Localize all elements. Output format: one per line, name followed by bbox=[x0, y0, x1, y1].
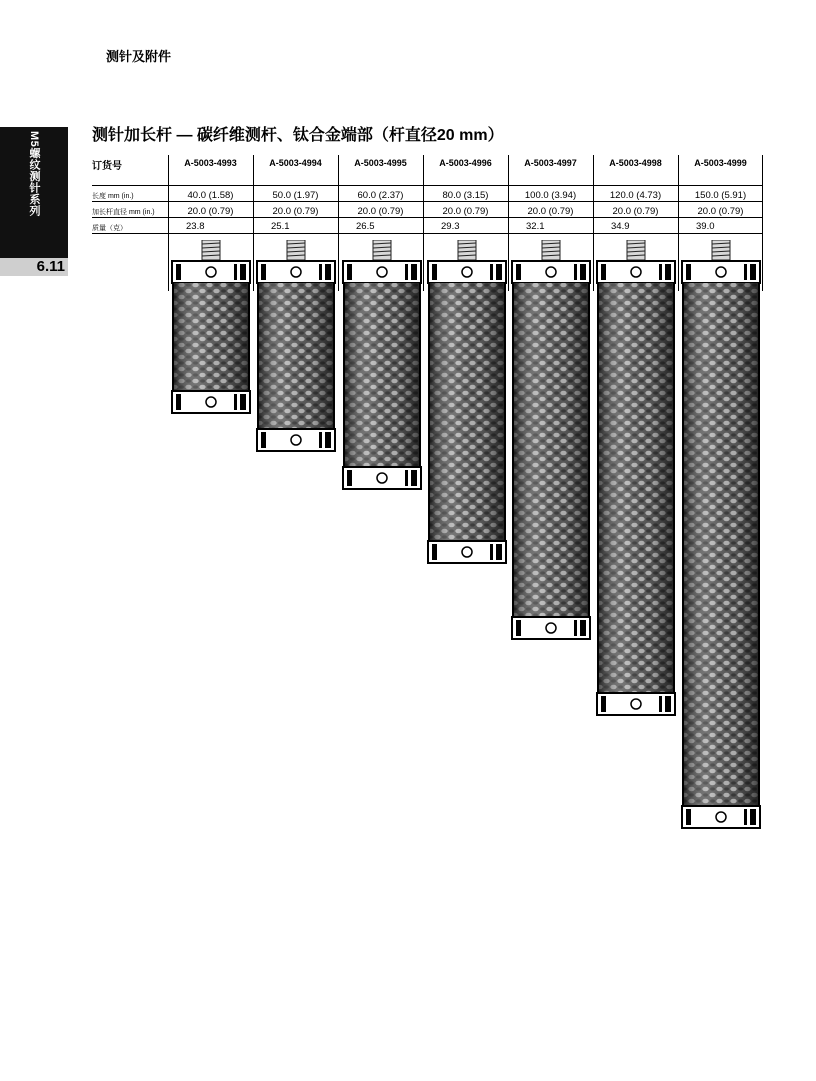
order-number-cell: A-5003-4997 bbox=[524, 158, 577, 168]
mass-cell: 34.9 bbox=[611, 221, 630, 232]
table-rule bbox=[92, 185, 762, 186]
diameter-cell: 20.0 (0.79) bbox=[187, 206, 234, 217]
length-cell: 100.0 (3.94) bbox=[524, 190, 577, 201]
mass-cell: 39.0 bbox=[696, 221, 715, 232]
diameter-cell: 20.0 (0.79) bbox=[442, 206, 489, 217]
side-chapter-label: M5螺纹测针系列 bbox=[28, 131, 40, 217]
table-column-divider bbox=[508, 155, 509, 291]
table-column-divider bbox=[168, 155, 169, 291]
table-rule bbox=[92, 233, 762, 234]
diameter-cell: 20.0 (0.79) bbox=[272, 206, 319, 217]
extension-rod-illustration bbox=[596, 240, 676, 717]
table-column-divider bbox=[678, 155, 679, 291]
extension-rod-illustration bbox=[256, 240, 336, 453]
section-title: 测针加长杆 — 碳纤维测杆、钛合金端部（杆直径20 mm） bbox=[92, 127, 504, 144]
order-number-cell: A-5003-4995 bbox=[354, 158, 407, 168]
length-cell: 120.0 (4.73) bbox=[609, 190, 662, 201]
length-row-label: 长度 mm (in.) bbox=[92, 193, 134, 200]
table-column-divider bbox=[593, 155, 594, 291]
diameter-cell: 20.0 (0.79) bbox=[612, 206, 659, 217]
diameter-row-label: 加长杆直径 mm (in.) bbox=[92, 209, 155, 216]
diameter-cell: 20.0 (0.79) bbox=[527, 206, 574, 217]
order-number-cell: A-5003-4998 bbox=[609, 158, 662, 168]
mass-cell: 26.5 bbox=[356, 221, 375, 232]
page-number: 6.11 bbox=[0, 258, 68, 276]
mass-cell: 29.3 bbox=[441, 221, 460, 232]
order-number-cell: A-5003-4996 bbox=[439, 158, 492, 168]
order-number-cell: A-5003-4999 bbox=[694, 158, 747, 168]
table-column-divider bbox=[338, 155, 339, 291]
mass-row-label: 质量（克） bbox=[92, 225, 127, 232]
length-cell: 150.0 (5.91) bbox=[694, 190, 747, 201]
length-cell: 50.0 (1.97) bbox=[272, 190, 319, 201]
extension-rod-illustration bbox=[511, 240, 591, 641]
diameter-cell: 20.0 (0.79) bbox=[697, 206, 744, 217]
table-rule bbox=[92, 201, 762, 202]
mass-cell: 25.1 bbox=[271, 221, 290, 232]
order-number-cell: A-5003-4993 bbox=[184, 158, 237, 168]
extension-rod-illustration bbox=[427, 240, 507, 565]
extension-rod-illustration bbox=[342, 240, 422, 491]
diameter-cell: 20.0 (0.79) bbox=[357, 206, 404, 217]
mass-cell: 23.8 bbox=[186, 221, 205, 232]
length-cell: 60.0 (2.37) bbox=[357, 190, 404, 201]
table-column-divider bbox=[253, 155, 254, 291]
extension-rod-illustration bbox=[681, 240, 761, 830]
table-rule bbox=[92, 217, 762, 218]
mass-cell: 32.1 bbox=[526, 221, 545, 232]
table-column-divider bbox=[762, 155, 763, 291]
order-number-cell: A-5003-4994 bbox=[269, 158, 322, 168]
order-number-header: 订货号 bbox=[92, 161, 122, 172]
table-column-divider bbox=[423, 155, 424, 291]
extension-rod-illustration bbox=[171, 240, 251, 415]
length-cell: 80.0 (3.15) bbox=[442, 190, 489, 201]
page-header-title: 测针及附件 bbox=[106, 49, 172, 64]
length-cell: 40.0 (1.58) bbox=[187, 190, 234, 201]
